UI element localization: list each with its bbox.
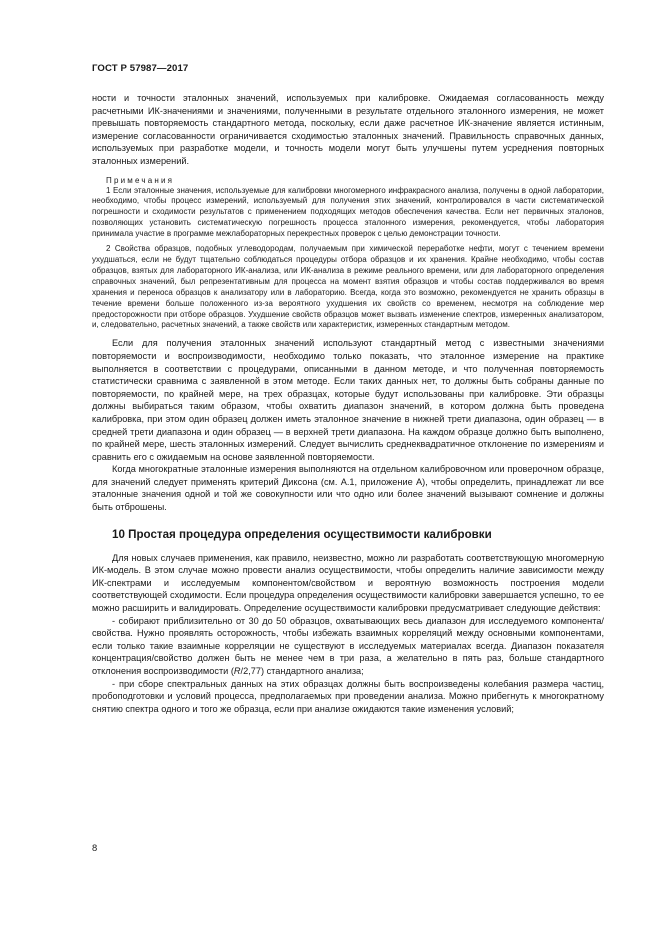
- section-10-heading: 10 Простая процедура определения осуществимости калибровки: [112, 527, 492, 541]
- notes-title: Примечания: [106, 175, 175, 185]
- note-1: 1 Если эталонные значения, используемые для калибровки многомерного инфракрасного анализа, получены в одной лаборатории, необходимо, чтобы процесс измерений, используемый для получения этих значений, контролировался в части систематической погрешности и сходимости результатов с применением подходящих методов обеспечения качества. Если нет первичных эталонов, позволяющих установить систематическую погрешность процесса эталонного измерения, рекомендуется, чтобы лаборатория принимала участие в программе межлабораторных перекрестных проверок с целью демонстрации точности.: [92, 185, 604, 239]
- page-body: [92, 92, 604, 715]
- notes-block: [92, 175, 604, 332]
- bullet-1-text-end: /2,77) стандартного анализа;: [240, 666, 364, 676]
- section-10-bullet-1: [92, 615, 604, 678]
- document-header: ГОСТ Р 57987—2017: [92, 63, 189, 74]
- paragraph-dixon-criterion: Когда многократные эталонные измерения выполняются на отдельном калибровочном или проверочном образце, для значений следует применять критерий Диксона (см. А.1, приложение А), чтобы определить, принадлежат ли все эталонные значения одной и той же совокупности или что одно или более значений вызывают сомнение и должны быть отброшены.: [92, 464, 604, 513]
- section-10-intro: Для новых случаев применения, как правило, неизвестно, можно ли разработать соответствующую многомерную ИК-модель. В этом случае можно провести анализ осуществимости, чтобы определить наличие зависимости между ИК-спектрами и исследуемым компонентом/свойством и вероятную возможность построения модели соответствующей сходимости. Если процедура определения осуществимости калибровки завершается успешно, то ее можно расширить и валидировать. Определение осуществимости калибровки предусматривает следующие действия:: [92, 552, 604, 614]
- bullet-1-variable: R: [233, 666, 241, 676]
- paragraph-continuation: ности и точности эталонных значений, используемых при калибровке. Ожидаемая согласованность между расчетными ИК-значениями и значениями, полученными в результате отдельного эталонного измерения, не может превышать повторяемость стандартного метода, поскольку, если даже расчетное ИК-значение является истинным, измерение согласованности ограничивается сходимостью эталонных значений. Правильность справочных данных, используемых при разработке модели, и точность модели могут быть улучшены путем усреднения повторных эталонных измерений.: [92, 93, 604, 166]
- note-2: 2 Свойства образцов, подобных углеводородам, получаемым при химической переработке нефти, могут с течением времени ухудшаться, если не будут тщательно соблюдаться процедуры отбора образцов и их хранения. Крайне необходимо, чтобы состав образцов, взятых для лабораторного ИК-анализа, или ИК-анализа в режиме реального времени, или для лабораторного определения справочных значений, был репрезентативным для процесса на момент взятия образцов и чтобы состав поддерживался во время хранения и переноса образцов к анализатору или в лабораторию. Всегда, когда это возможно, рекомендуется не хранить образцы в течение времени больше положенного из-за вероятного ухудшения их свойств со временем, несмотря на соблюдение мер предосторожности при отборе образцов. Ухудшение свойств образцов может вызвать изменение спектров, измеренных анализатором, и, следовательно, расчетных значений, а также свойств или характеристик, измеренных стандартным методом.: [92, 244, 604, 330]
- page-number: 8: [92, 842, 98, 853]
- section-10-bullet-2: - при сборе спектральных данных на этих образцах должны быть воспроизведены колебания размера частиц, пробоподготовки и условий процесса, предполагаемых при проведении анализа. Можно прибегнуть к многократному снятию спектра одного и того же образца, если при анализе ожидаются такие изменения условий;: [92, 678, 604, 714]
- paragraph-reference-method: Если для получения эталонных значений используют стандартный метод с известными значениями повторяемости и воспроизводимости, необходимо только показать, что эталонное измерение на практике выполняется в соответствии с процедурами, описанными в данном методе, и что полученная повторяемость статистически сравнима с заявленной в этом методе. Если таких данных нет, то должны быть собраны данные по повторяемости, по крайней мере, на трех образцах, которые будут использованы при калибровке. Эти образцы должны выбираться таким образом, чтобы охватить диапазон значений, в котором должна быть проведена калибровка, при этом один образец должен иметь эталонное значение в нижней трети диапазона, один образец — в средней трети диапазона и один образец — в верхней трети диапазона. На каждом образце должно быть выполнено, по крайней мере, шесть эталонных измерений. Следует вычислить среднеквадратичное отклонение по измерениям и сравнить его с ожидаемым на основе заявленной повторяемости.: [92, 338, 604, 462]
- bullet-1-text-start: - собирают приблизительно от 30 до 50 образцов, охватывающих весь диапазон для исследуемого компонента/свойства. Нужно проявлять осторожность, чтобы избежать взаимных корреляций между основными компонентами, если только такие взаимные корреляции не существуют в исследуемых материалах всегда. Диапазон показателя концентрация/свойство должен быть не менее чем в три раза, а желательно в пять раз, больше стандартного отклонения воспроизводимости (: [92, 615, 604, 676]
